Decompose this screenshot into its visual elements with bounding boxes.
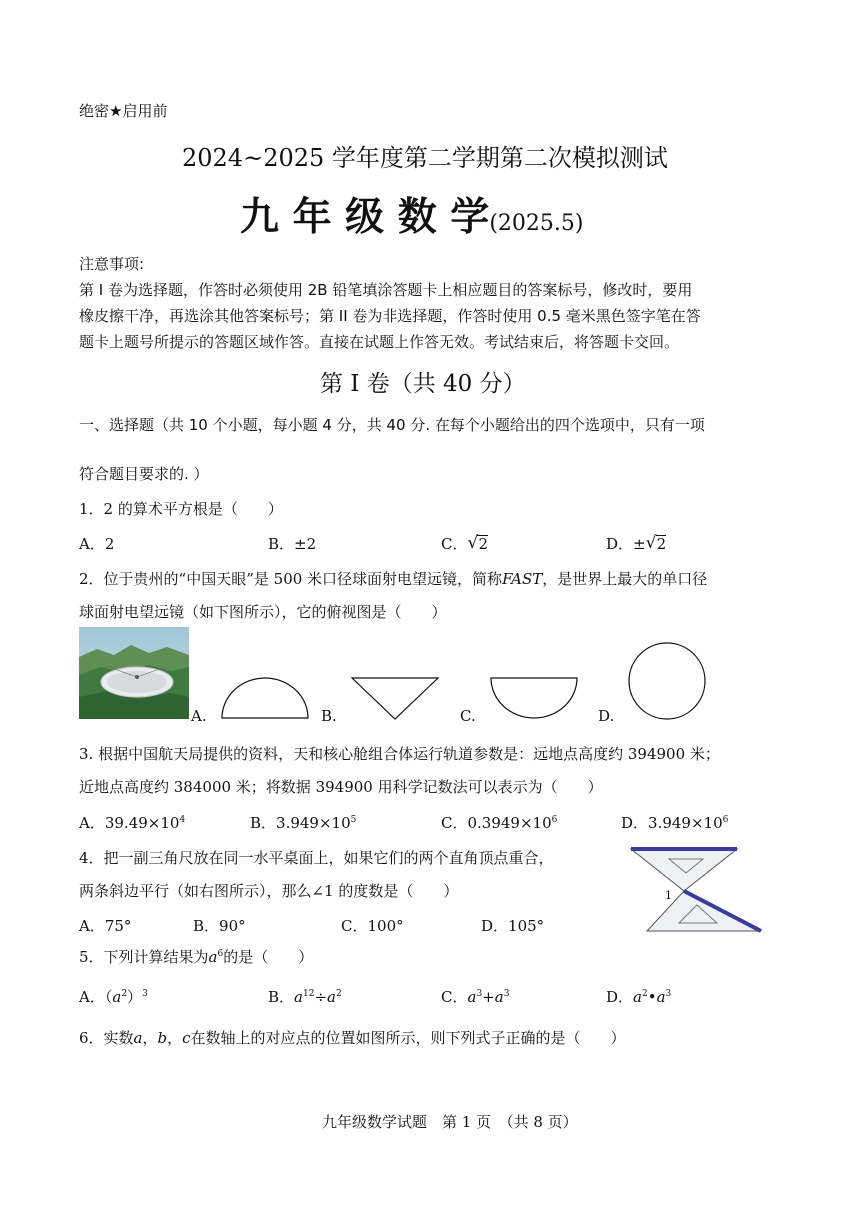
option-label: C． [441,988,468,1006]
operator: ÷ [314,988,328,1006]
volume-title: 第 I 卷（共 40 分） [320,371,526,397]
separator: ， [142,1029,158,1047]
option-label: B． [268,535,295,553]
exponent: 12 [302,989,315,999]
question-2-line [79,568,707,589]
q1-option-a [79,533,114,554]
notice-line: 第 I 卷为选择题，作答时必须使用 2B 铅笔填涂答题卡上相应题目的答案标号，修改时，要用 [79,281,693,299]
q2-option-d-label: D. [598,707,615,725]
q6-text: 6．实数 [79,1029,134,1047]
exam-title: 2024~2025 学年度第二学期第二次模拟测试 [182,144,668,172]
q4-option-d: D．105° [481,917,545,935]
radicand: 2 [656,535,667,553]
exponent: 6 [217,949,224,959]
exponent: 3 [142,989,148,999]
option-value: 39.49×10 [104,814,180,832]
q5-option-d [606,986,671,1007]
q2-text: 2．位于贵州的“中国天眼”是 500 米口径球面射电望远镜，简称 [79,570,503,588]
q3-option-b [250,812,356,833]
question-5-stem [79,946,313,967]
radicand: 2 [478,535,489,553]
q5-option-b [268,986,342,1007]
q3-option-c [441,812,557,833]
exponent: 3 [476,989,483,999]
q1-option-d [606,533,666,554]
exponent: 6 [722,815,729,825]
circle-shape [627,641,707,721]
exponent: 2 [335,989,342,999]
q2-option-b-label: B. [321,707,337,725]
option-label: A． [79,988,105,1006]
question-3-line: 近地点高度约 384000 米；将数据 394900 用科学记数法可以表示为（ ） [79,778,603,796]
exponent: 3 [503,989,510,999]
question-4-line: 两条斜边平行（如右图所示），那么∠1 的度数是（ ） [79,882,459,900]
exponent: 3 [665,989,672,999]
question-2-line: 球面射电望远镜（如下图所示），它的俯视图是（ ） [79,603,447,621]
exponent: 5 [350,815,357,825]
variable: a [294,988,303,1006]
q2-option-c-label: C. [460,707,476,725]
option-label: A． [79,814,105,832]
question-1-stem: 1．2 的算术平方根是（ ） [79,500,283,518]
variable: c [182,1029,191,1047]
q6-text: 在数轴上的对应点的位置如图所示，则下列式子正确的是（ ） [190,1029,626,1047]
question-3-line: 3. 根据中国航天局提供的资料，天和核心舱组合体运行轨道参数是：远地点高度约 394900 米； [79,745,720,763]
sqrt-expression [648,535,667,553]
subject-name: 九 年 级 数 学 [240,194,490,240]
variable: a [633,988,642,1006]
question-6-stem [79,1027,626,1048]
q5-text: 的是（ ） [223,948,314,966]
option-value: 3.949×10 [648,814,723,832]
variable: a [494,988,504,1006]
variable: a [208,948,218,966]
option-label: B． [250,814,277,832]
q4-option-c: C．100° [341,917,404,935]
option-value: 3.949×10 [276,814,351,832]
set-squares-figure [627,843,765,935]
exponent: 6 [551,815,558,825]
option-label: B． [268,988,295,1006]
variable: a [327,988,336,1006]
separator: ， [167,1029,183,1047]
fast-telescope-photo [79,627,189,719]
page-footer: 九年级数学试题 第 1 页 （共 8 页） [322,1113,578,1131]
option-label: D． [606,535,634,553]
notice-line: 橡皮擦干净，再选涂其他答案标号；第 II 卷为非选择题，作答时使用 0.5 毫米黑色签字笔在答 [79,307,701,325]
exam-date: (2025.5) [489,211,584,236]
paren-close: ） [127,988,143,1006]
confidential-mark: 绝密★启用前 [79,102,168,120]
q1-option-c [441,533,488,554]
q2-option-a-label: A. [191,707,207,725]
option-value: 2 [104,535,115,553]
inverted-triangle-shape [350,676,440,721]
sqrt-expression [469,535,488,553]
option-value: 0.3949×10 [467,814,552,832]
option-label: D． [621,814,649,832]
variable: a [656,988,666,1006]
semicircle-bowl-shape [489,676,579,721]
exponent: 2 [641,989,648,999]
q4-option-a: A．75° [79,917,132,935]
q2-text: ，是世界上最大的单口径 [542,570,708,588]
option-label: A． [79,535,105,553]
notice-line: 题卡上题号所提示的答题区域作答。直接在试题上作答无效。考试结束后，将答题卡交回。 [79,333,680,351]
exponent: 4 [179,815,186,825]
notice-heading: 注意事项: [79,255,145,273]
operator: + [482,988,495,1006]
fast-abbrev: FAST [502,570,543,588]
option-label: C． [441,814,468,832]
variable: a [467,988,477,1006]
operator: • [647,988,657,1006]
exponent: 2 [121,989,128,999]
q5-option-c [441,986,509,1007]
q5-option-a [79,986,148,1007]
question-4-line: 4．把一副三角尺放在同一水平桌面上，如果它们的两个直角顶点重合， [79,849,554,867]
option-label: D． [606,988,634,1006]
angle-1-label: 1 [665,889,672,902]
plus-minus-sign: ± [633,535,646,553]
semicircle-dome-shape [220,676,310,721]
option-value: ±2 [294,535,317,553]
paren-open: （ [104,988,113,1006]
option-label: C． [441,535,468,553]
section-heading-cont: 符合题目要求的. ） [79,465,209,483]
section-heading: 一、选择题（共 10 个小题，每小题 4 分，共 40 分. 在每个小题给出的四个选项中，只有一项 [79,416,705,434]
variable: a [133,1029,143,1047]
subject-title [240,186,583,242]
q1-option-b [268,533,316,554]
variable: a [112,988,122,1006]
q4-option-b: B．90° [193,917,246,935]
q3-option-a [79,812,185,833]
q3-option-d [621,812,728,833]
variable: b [157,1029,168,1047]
q5-text: 5．下列计算结果为 [79,948,209,966]
